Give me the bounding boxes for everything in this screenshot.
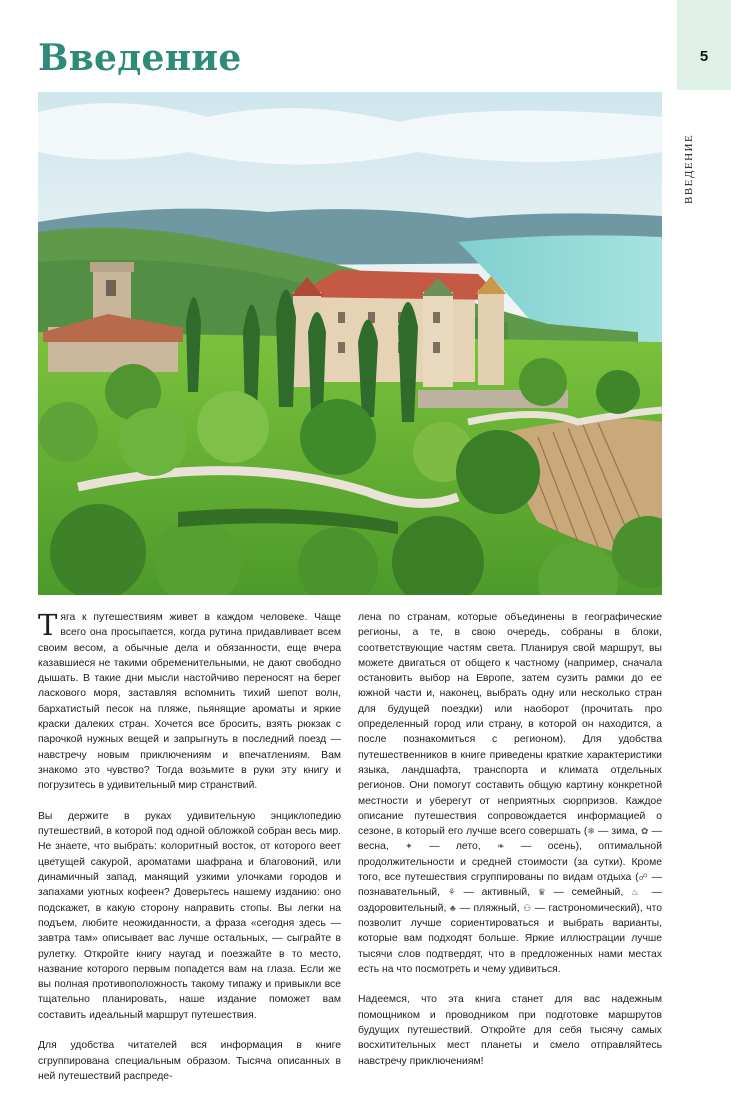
type-health-text: — оздоровительный, [358, 887, 662, 914]
butterfly-icon: ✦ [405, 841, 413, 852]
side-tab [677, 0, 731, 90]
intro-paragraph-1-text: яга к путешествиям живет в каждом человеке. Чаще всего она просыпается, когда рутина придавливает всем своим весом, а обычные дела и обязанности, еще вчера казавшиеся не такими обременительными, не дают свободно дышать. В такие дни мысли настойчиво переносят на берег ласкового моря, заставляя вспомнить тихий шепот волн, бархатистый песок на пляже, пьянящие ароматы и яркие краски далеких стран. Хочется все бросить, взять рюкзак с парочкой нужных вещей и запрыгнуть в последний поезд — навстречу новым приключениям и впечатлениям. Вам знакомо это чувство? Тогда возьмите в руки эту книгу и погрузитесь в удивительный мир странствий. [38, 612, 341, 792]
text-column-left [38, 610, 341, 1100]
intro-paragraph-3: Для удобства читателей вся информация в книге сгруппирована специальным образом. Тысяча описанных в ней путешествий распреде- [38, 1040, 341, 1082]
type-cognitive-text: — познавательный, [358, 872, 662, 899]
type-gastro-text: — гастрономический), что позволит лучше сориентироваться и выбрать варианты, которые вам подходят больше. Яркие иллюстрации лучше тысячи слов подтвердят, что в предложенных нами местах есть на что посмотреть и чему удивиться. [358, 902, 663, 975]
section-side-label: ВВЕДЕНИЕ [683, 133, 695, 204]
landscape-photo [38, 92, 662, 595]
leaves-icon: ❧ [497, 841, 505, 852]
type-active-text: — активный, [455, 887, 538, 899]
binoculars-icon: ☍ [638, 872, 648, 883]
season-spring-text: — весна, [358, 826, 663, 853]
drop-cap: Т [38, 608, 58, 642]
season-summer-text: — лето, [412, 841, 498, 853]
type-beach-text: — пляжный, [456, 902, 524, 914]
season-autumn-text: — осень), оптимальной продолжительности и средней стоимости (за сутки). Кроме того, все путешествия сгруппированы по видам отдыха ( [358, 841, 663, 884]
page-number: 5 [699, 48, 709, 65]
intro-paragraph-1 [38, 610, 341, 794]
family-icon: ♛ [537, 887, 546, 898]
structure-paragraph [358, 610, 662, 977]
spa-icon: ♨ [630, 887, 644, 898]
text-column-right [358, 610, 662, 1084]
structure-text: лена по странам, которые объединены в географические регионы, а те, в свою очередь, собраны в блоки, соответствующие частям света. Планируя свой маршрут, вы можете двигаться от общего к частному (например, сначала остановить выбор на Европе, затем сузить рамки до ее южной части и, наконец, выбрать одну или несколько стран для будущей поездки) или наоборот (прочитать про определенный город или страну, в которой он находится, а после познакомиться с регионом). Для удобства путешественников в книге приведены краткие характеристики языка, ландшафта, транспорта и климата отдельных регионов. Они помогут составить общую картину конкретной местности и уберегут от неприятных сюрпризов. Каждое описание путешествия сопровождается информацией о сезоне, в который его лучше всего совершать ( [358, 612, 662, 838]
intro-paragraph-2: Вы держите в руках удивительную энциклопедию путешествий, в которой под одной обложкой собран весь мир. Не знаете, что выбрать: колоритный восток, от которого веет цветущей сакурой, ароматами шафрана и благовоний, или динамичный запад, манящий узкими улочками городов и запахами уютных кофеен? Доверьтесь нашему изданию: оно подскажет, в какую сторону направить стопы. Вы легки на подъем, любите неожиданности, а фраза «сегодня здесь — завтра там» описывает вас лучше остальных, — сыграйте в рулетку. Откройте книгу наугад и поезжайте в то место, название которого первым попадется вам на глаза. Если же вы полная противоположность такому типажу и привыкли все тщательно планировать, наше издание поможет вам составить идеальный маршрут путешествия. [38, 810, 341, 1021]
palm-icon: ♣ [449, 902, 457, 913]
hiker-icon: ⚘ [447, 887, 456, 898]
page-title: Введение [38, 37, 242, 79]
season-winter-text: — зима, [594, 826, 641, 838]
closing-paragraph: Надеемся, что эта книга станет для вас надежным помощником и проводником при подготовке маршрутов будущих путешествий. Откройте для себя тысячу самых восхитительных мест планеты и смело отправляйтесь навстречу приключениям! [358, 994, 662, 1067]
type-family-text: — семейный, [545, 887, 631, 899]
snowflake-icon: ❄ [587, 826, 595, 837]
dining-icon: ⚇ [523, 902, 532, 913]
flower-icon: ✿ [640, 826, 649, 837]
